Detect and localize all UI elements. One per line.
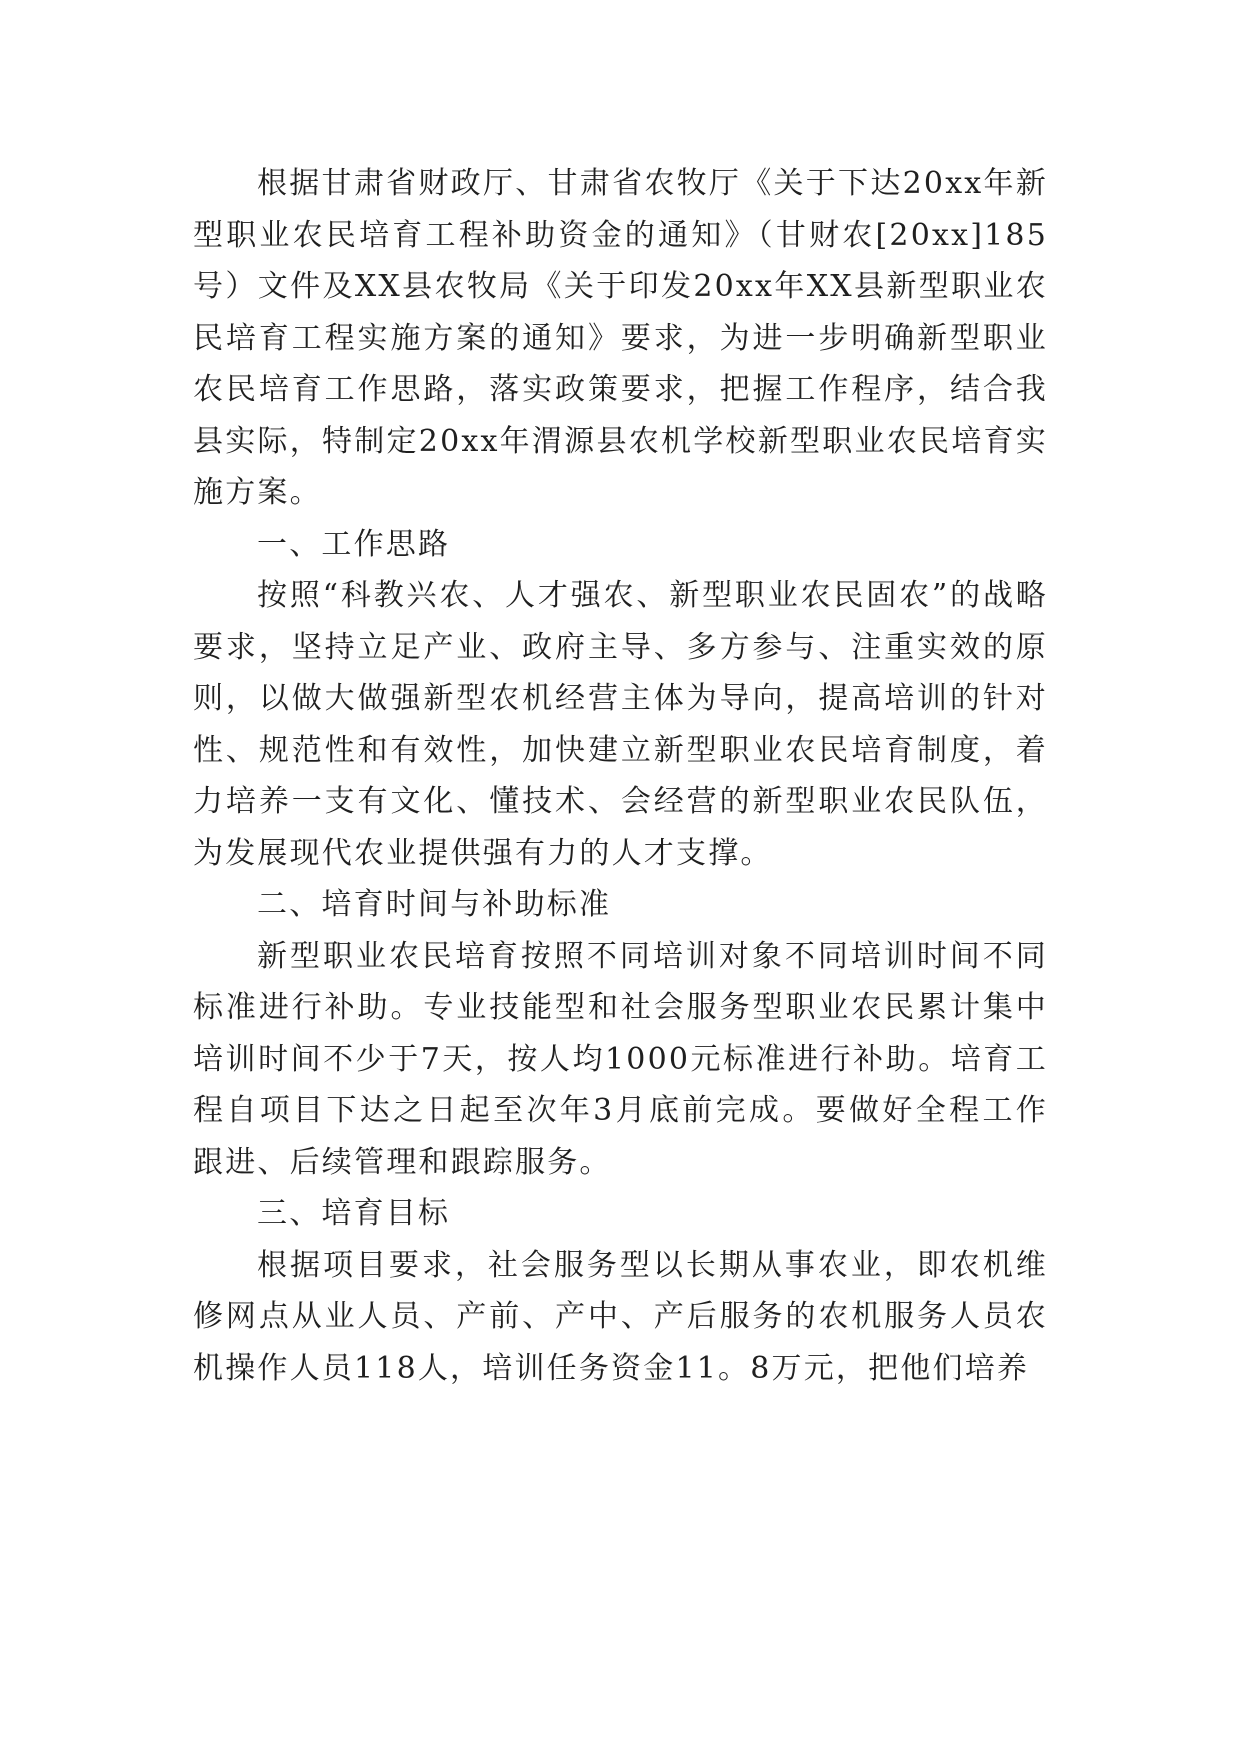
work-approach-paragraph: 按照“科教兴农、人才强农、新型职业农民固农”的战略要求，坚持立足产业、政府主导、多方参与、注重实效的原则，以做大做强新型农机经营主体为导向，提高培训的针对性、规范性和有效性，加快建立新型职业农民培育制度，着力培养一支有文化、懂技术、会经营的新型职业农民队伍，为发展现代农业提供强有力的人才支撑。 [193,578,1048,871]
goals-paragraph: 根据项目要求，社会服务型以长期从事农业，即农机维修网点从业人员、产前、产中、产后服务的农机服务人员农机操作人员118人，培训任务资金11。8万元，把他们培养 [193,1247,1048,1386]
section-heading-time-and-subsidy: 二、培育时间与补助标准 [257,887,612,922]
intro-paragraph: 根据甘肃省财政厅、甘肃省农牧厅《关于下达20xx年新型职业农民培育工程补助资金的通知》（甘财农[20xx]185号）文件及XX县农牧局《关于印发20xx年XX县新型职业农民培育工程实施方案的通知》要求，为进一步明确新型职业农民培育工作思路，落实政策要求，把握工作程序，结合我县实际，特制定20xx年渭源县农机学校新型职业农民培育实施方案。 [193,166,1048,510]
section-heading-work-approach: 一、工作思路 [257,526,451,562]
time-and-subsidy-paragraph: 新型职业农民培育按照不同培训对象不同培训时间不同标准进行补助。专业技能型和社会服务型职业农民累计集中培训时间不少于7天，按人均1000元标准进行补助。培育工程自项目下达之日起至次年3月底前完成。要做好全程工作跟进、后续管理和跟踪服务。 [193,938,1048,1180]
document-body [193,158,1048,1394]
section-heading-goals: 三、培育目标 [257,1196,451,1231]
